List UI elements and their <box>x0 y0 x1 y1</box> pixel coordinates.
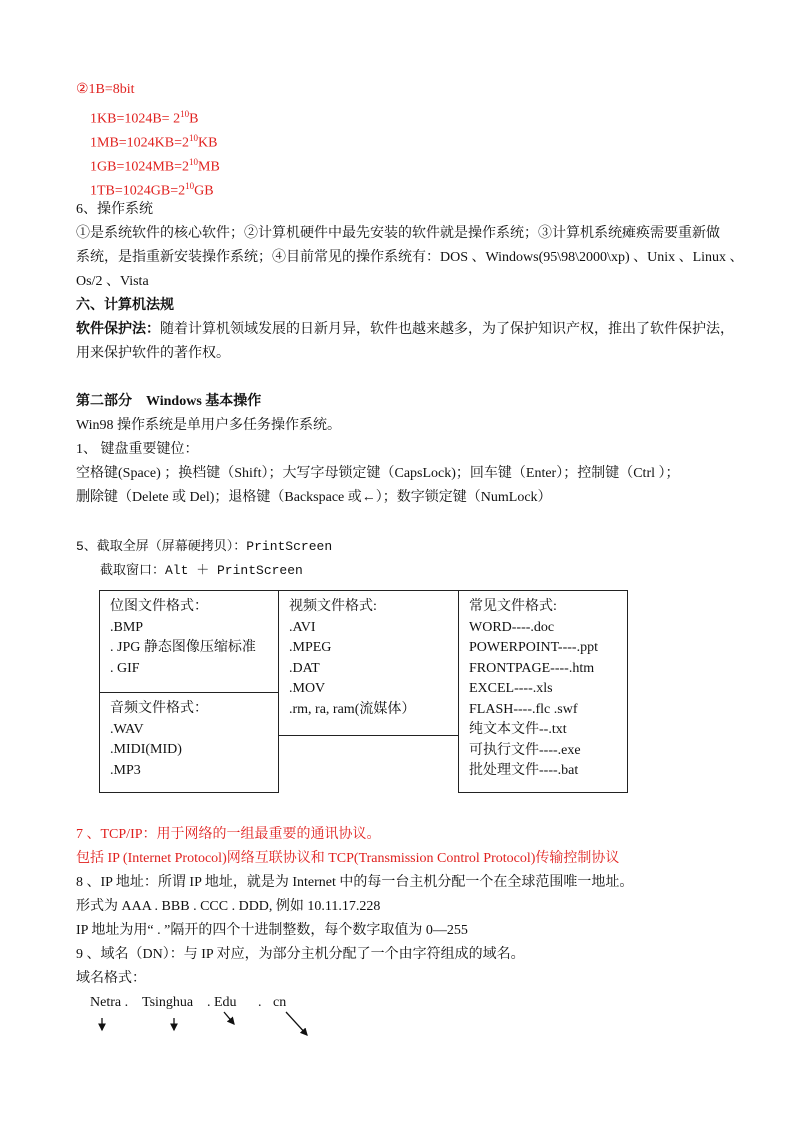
ip-text: 8 、IP 地址：所谓 IP 地址，就是为 Internet 中的每一台主机分配一个在全球范围唯一地址。 <box>76 875 634 890</box>
keys-text: 删除键（Delete 或 Del)；退格键（Backspace 或←）；数字锁定键（NumLock） <box>76 490 552 505</box>
format-item: .BMP <box>110 619 144 635</box>
os-text: ①是系统软件的核心软件；②计算机硬件中最先安装的软件就是操作系统；③计算机系统瘫痪需要重新做 <box>76 226 720 241</box>
law-text: 用来保护软件的著作权。 <box>76 346 230 361</box>
unit-line: $1KB=1024B= 2^{10}B$ <box>90 109 199 127</box>
format-item: 可执行文件----.exe <box>469 742 581 758</box>
part2-intro: Win98 操作系统是单用户多任务操作系统。 <box>76 418 342 433</box>
format-item: .MPEG <box>289 640 332 655</box>
law-text: 软件保护法：随着计算机领域发展的日新月异，软件也越来越多，为了保护知识产权，推出了软件保护法， <box>76 322 734 337</box>
unit-line: $1GB=1024MB=2^{10}MB$ <box>90 157 220 175</box>
dn-text: 9 、域名（DN）：与 IP 对应，为部分主机分配了一个由字符组成的域名。 <box>76 947 525 962</box>
screenshot-text: 5、截取全屏（屏幕硬拷贝）：PrintScreen <box>76 539 333 554</box>
os-heading: 6、操作系统 <box>76 202 153 217</box>
format-item: .MP3 <box>110 762 141 778</box>
format-item: EXCEL----.xls <box>469 681 553 696</box>
ip-text: 形式为 AAA . BBB . CCC . DDD, 例如 10.11.17.228 <box>76 899 381 914</box>
domain-part: Tsinghua <box>142 995 194 1010</box>
tcpip-text: 7 、TCP/IP：用于网络的一组最重要的通讯协议。 <box>76 827 381 842</box>
box-title: 视频文件格式: <box>289 599 377 614</box>
keys-heading: 1、 键盘重要键位： <box>76 442 199 457</box>
format-item: POWERPOINT----.ppt <box>469 640 598 655</box>
part2-heading: 第二部分 Windows 基本操作 <box>76 394 262 409</box>
unit-line: $1MB=1024KB=2^{10}KB$ <box>90 133 218 151</box>
box-title: 常见文件格式: <box>469 599 557 614</box>
ip-text: IP 地址为用“ . ”隔开的四个十进制整数，每个数字取值为 0—255 <box>76 923 468 938</box>
arrow-icon <box>286 1012 307 1035</box>
arrow-icon <box>224 1012 234 1024</box>
format-item: 纯文本文件--.txt <box>469 722 567 737</box>
format-item: .MOV <box>289 681 326 696</box>
domain-part: cn <box>273 995 287 1010</box>
screenshot-text: 截取窗口：Alt ＋ PrintScreen <box>100 563 303 578</box>
os-text: 系统，是指重新安装操作系统；④目前常见的操作系统有：DOS 、Windows(95\98\2000\xp) 、Unix 、Linux 、 <box>76 250 744 265</box>
format-item: .rm, ra, ram(流媒体） <box>289 701 416 717</box>
format-item: 批处理文件----.bat <box>469 763 579 778</box>
domain-part: Netra . <box>90 995 129 1010</box>
tcpip-text: 包括 IP (Internet Protocol)网络互联协议和 TCP(Transmission Control Protocol)传输控制协议 <box>76 851 620 866</box>
law-heading: 六、计算机法规 <box>76 298 174 313</box>
dn-text: 域名格式： <box>76 971 146 986</box>
box-title: 音频文件格式： <box>110 701 208 716</box>
format-item: WORD----.doc <box>469 619 555 635</box>
unit-line: ②1B=8bit <box>76 82 135 97</box>
format-item: .MIDI(MID) <box>110 742 182 757</box>
format-item: .WAV <box>110 721 144 737</box>
format-item: . GIF <box>110 660 140 676</box>
format-item: .AVI <box>289 619 316 635</box>
box-title: 位图文件格式： <box>110 599 208 614</box>
domain-part: . Edu <box>207 995 237 1010</box>
format-item: FLASH----.flc .swf <box>469 701 578 717</box>
format-item: FRONTPAGE----.htm <box>469 660 595 676</box>
format-item: . JPG 静态图像压缩标准 <box>110 640 256 655</box>
unit-line: $1TB=1024GB=2^{10}GB$ <box>90 181 214 199</box>
domain-part: . <box>258 995 262 1010</box>
os-text: Os/2 、Vista <box>76 274 149 289</box>
keys-text: 空格键(Space) ；换档键（Shift）；大写字母锁定键（CapsLock)；回车键（Enter）；控制键（Ctrl ）； <box>76 466 680 481</box>
format-item: .DAT <box>289 660 320 676</box>
